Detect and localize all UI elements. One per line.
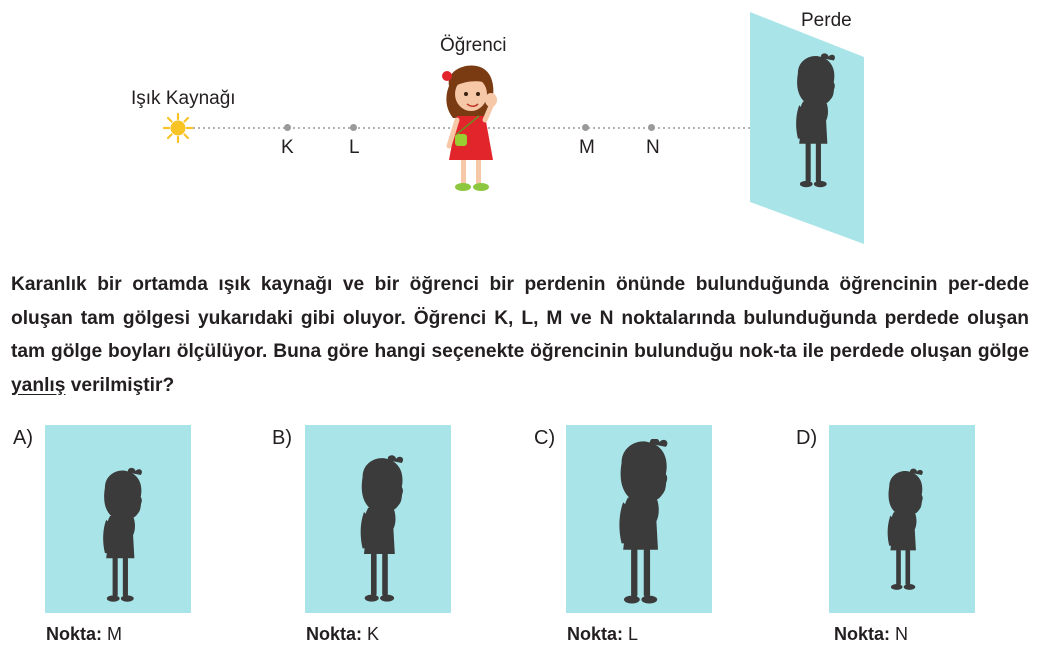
option-c-screen[interactable] — [566, 425, 712, 613]
option-b-point: K — [367, 624, 380, 644]
option-c-nokta-label: Nokta: — [567, 624, 624, 644]
option-b-caption — [306, 624, 379, 645]
option-d-nokta-label: Nokta: — [834, 624, 891, 644]
sun-icon — [163, 113, 193, 143]
option-b-shadow — [305, 425, 451, 613]
point-k-label: K — [281, 137, 294, 158]
option-a-screen[interactable] — [45, 425, 191, 613]
option-d-shadow — [829, 425, 975, 613]
student-label: Öğrenci — [440, 35, 507, 56]
question-text — [11, 268, 1029, 402]
option-a-letter: A) — [13, 427, 33, 449]
screen-label: Perde — [801, 10, 852, 31]
option-c-shadow — [566, 425, 712, 613]
option-d-letter: D) — [796, 427, 818, 449]
question-part2: verilmiştir? — [65, 374, 175, 396]
option-b-screen[interactable] — [305, 425, 451, 613]
option-c-letter: C) — [534, 427, 556, 449]
option-c-point: L — [628, 624, 639, 644]
point-m-label: M — [579, 137, 595, 158]
option-a-point: M — [107, 624, 123, 644]
question-underlined-word: yanlış — [11, 374, 66, 396]
option-d-screen[interactable] — [829, 425, 975, 613]
option-a-nokta-label: Nokta: — [46, 624, 103, 644]
point-l-label: L — [349, 137, 360, 158]
point-n-label: N — [646, 137, 660, 158]
point-k-dot — [284, 124, 291, 131]
light-source-label: Işık Kaynağı — [131, 88, 236, 109]
option-b-letter: B) — [272, 427, 292, 449]
screen-panel — [750, 12, 868, 246]
option-d-point: N — [895, 624, 909, 644]
point-m-dot — [582, 124, 589, 131]
point-l-dot — [350, 124, 357, 131]
question-part1: Karanlık bir ortamda ışık kaynağı ve bir öğrenci bir perdenin önünde bulunduğunda öğrencinin per-dede oluşan tam gölgesi yukarıdaki gibi oluyor. Öğrenci K, L, M ve N noktalarında bulunduğunda perdede oluşan tam gölge boyları ölçülüyor. Buna göre hangi seçenekte öğrencinin bulunduğu nok-ta ile perdede oluşan gölge — [11, 274, 1029, 362]
student-illustration — [435, 60, 505, 195]
option-c-caption — [567, 624, 638, 645]
point-n-dot — [648, 124, 655, 131]
option-a-caption — [46, 624, 122, 645]
option-a-shadow — [45, 425, 191, 613]
option-b-nokta-label: Nokta: — [306, 624, 363, 644]
option-d-caption — [834, 624, 908, 645]
scene — [0, 0, 1037, 250]
